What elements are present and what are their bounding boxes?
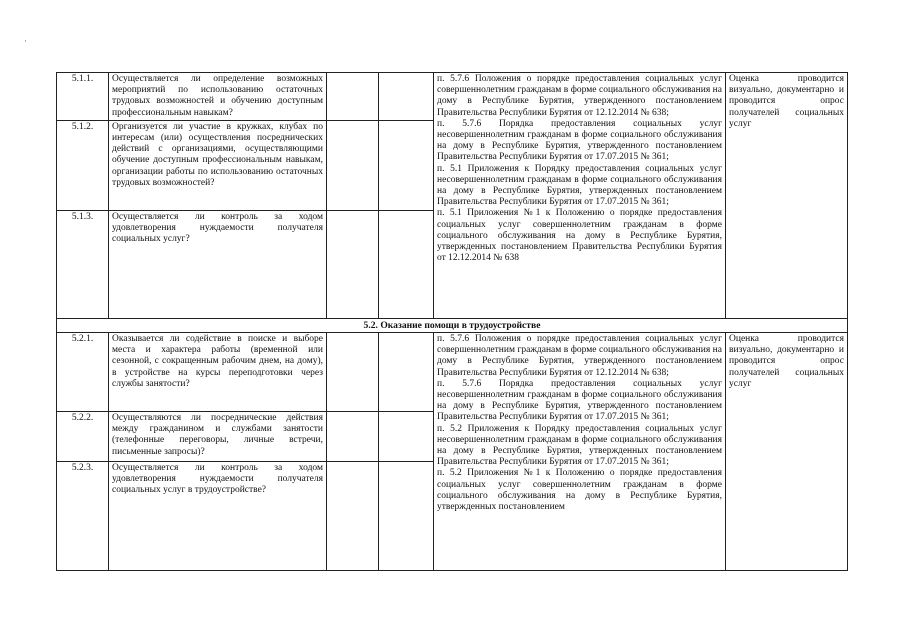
legal-ref: п. 5.7.6 Порядка предоставления социальных услуг несовершеннолетним гражданам в форме социального обслуживания на дому в Республике Бурятия, утвержденного постановлением Правительства Республики Бурятия от 17.07.2015 № 361; [437,118,722,163]
question-cell: Осуществляются ли посреднические действия между гражданином и службами занятости (телефонные переговоры, личные встречи, письменные запросы)? [109,412,327,462]
empty-cell [327,412,379,462]
legal-basis-cell [434,333,726,571]
empty-cell [379,210,434,318]
empty-cell [327,73,379,121]
legal-ref: п. 5.7.6 Положения о порядке предоставления социальных услуг совершеннолетним гражданам в форме социального обслуживания на дому в Республике Бурятия, утвержденного постановлением Правительства Республики Бурятия от 12.12.2014 № 638; [437,74,722,118]
legal-ref: п. 5.7.6 Положения о порядке предоставления социальных услуг совершеннолетним гражданам в форме социального обслуживания на дому в Республике Бурятия, утвержденного постановлением Правительства Республики Бурятия от 12.12.2014 № 638; [437,334,722,378]
question-cell: Осуществляется ли определение возможных мероприятий по использованию остаточных трудовых возможностей и обучению доступным профессиональным навыкам? [109,73,327,121]
question-cell: Осуществляется ли контроль за ходом удовлетворения нуждаемости получателя социальных услуг? [109,210,327,318]
page-mark: · [24,36,27,46]
row-number: 5.1.2. [57,120,109,210]
empty-cell [327,210,379,318]
row-number: 5.2.2. [57,412,109,462]
empty-cell [327,462,379,571]
row-number: 5.2.1. [57,333,109,412]
legal-ref: п. 5.1 Приложения к Порядку предоставления социальных услуг несовершеннолетним гражданам в форме социального обслуживания на дому в Республике Бурятия, утвержденных постановлением Правительства Республики Бурятия от 17.07.2015 № 361; [437,163,722,208]
section-row [57,318,848,332]
row-number: 5.1.1. [57,73,109,121]
legal-ref: п. 5.7.6 Порядка предоставления социальных услуг несовершеннолетним гражданам в форме социального обслуживания на дому в Республике Бурятия, утвержденного постановлением Правительства Республики Бурятия от 17.07.2015 № 361; [437,378,722,423]
empty-cell [327,333,379,412]
legal-basis-cell [434,73,726,319]
legal-ref: п. 5.2 Приложения к Порядку предоставления социальных услуг несовершеннолетним гражданам в форме социального обслуживания на дому в Республике Бурятия, утвержденных постановлением Правительства Республики Бурятия от 17.07.2015 № 361; [437,423,722,468]
question-cell: Осуществляется ли контроль за ходом удовлетворения нуждаемости получателя социальных услуг в трудоустройстве? [109,462,327,571]
evaluation-cell: Оценка проводится визуально, документарно и проводится опрос получателей социальных услуг [726,333,848,571]
evaluation-cell: Оценка проводится визуально, документарно и проводится опрос получателей социальных услуг [726,73,848,319]
table-row [57,73,848,121]
row-number: 5.2.3. [57,462,109,571]
legal-ref: п. 5.1 Приложения №1 к Положению о порядке предоставления социальных услуг совершеннолетним гражданам в форме социального обслуживания на дому в Республике Бурятия, утвержденных постановлением Правительства Республики Бурятия от 12.12.2014 № 638 [437,208,722,264]
empty-cell [379,462,434,571]
table-row [57,333,848,412]
empty-cell [379,120,434,210]
question-cell: Оказывается ли содействие в поиске и выборе места и характера работы (временной или сезонной, с сокращенным рабочим днем, на дому), в устройстве на курсы переподготовки через службы занятости? [109,333,327,412]
empty-cell [379,333,434,412]
criteria-table [56,72,848,571]
row-number: 5.1.3. [57,210,109,318]
empty-cell [327,120,379,210]
question-cell: Организуется ли участие в кружках, клубах по интересам (или) осуществления посреднических действий с организациями, осуществляющими обучение доступным профессиональным навыкам, организации работы по использованию остаточных трудовых возможностей? [109,120,327,210]
empty-cell [379,412,434,462]
legal-ref: п. 5.2 Приложения №1 к Положению о порядке предоставления социальных услуг совершеннолетним гражданам в форме социального обслуживания на дому в Республике Бурятия, утвержденных постановлением [437,468,722,513]
empty-cell [379,73,434,121]
section-title: 5.2. Оказание помощи в трудоустройстве [57,318,848,332]
